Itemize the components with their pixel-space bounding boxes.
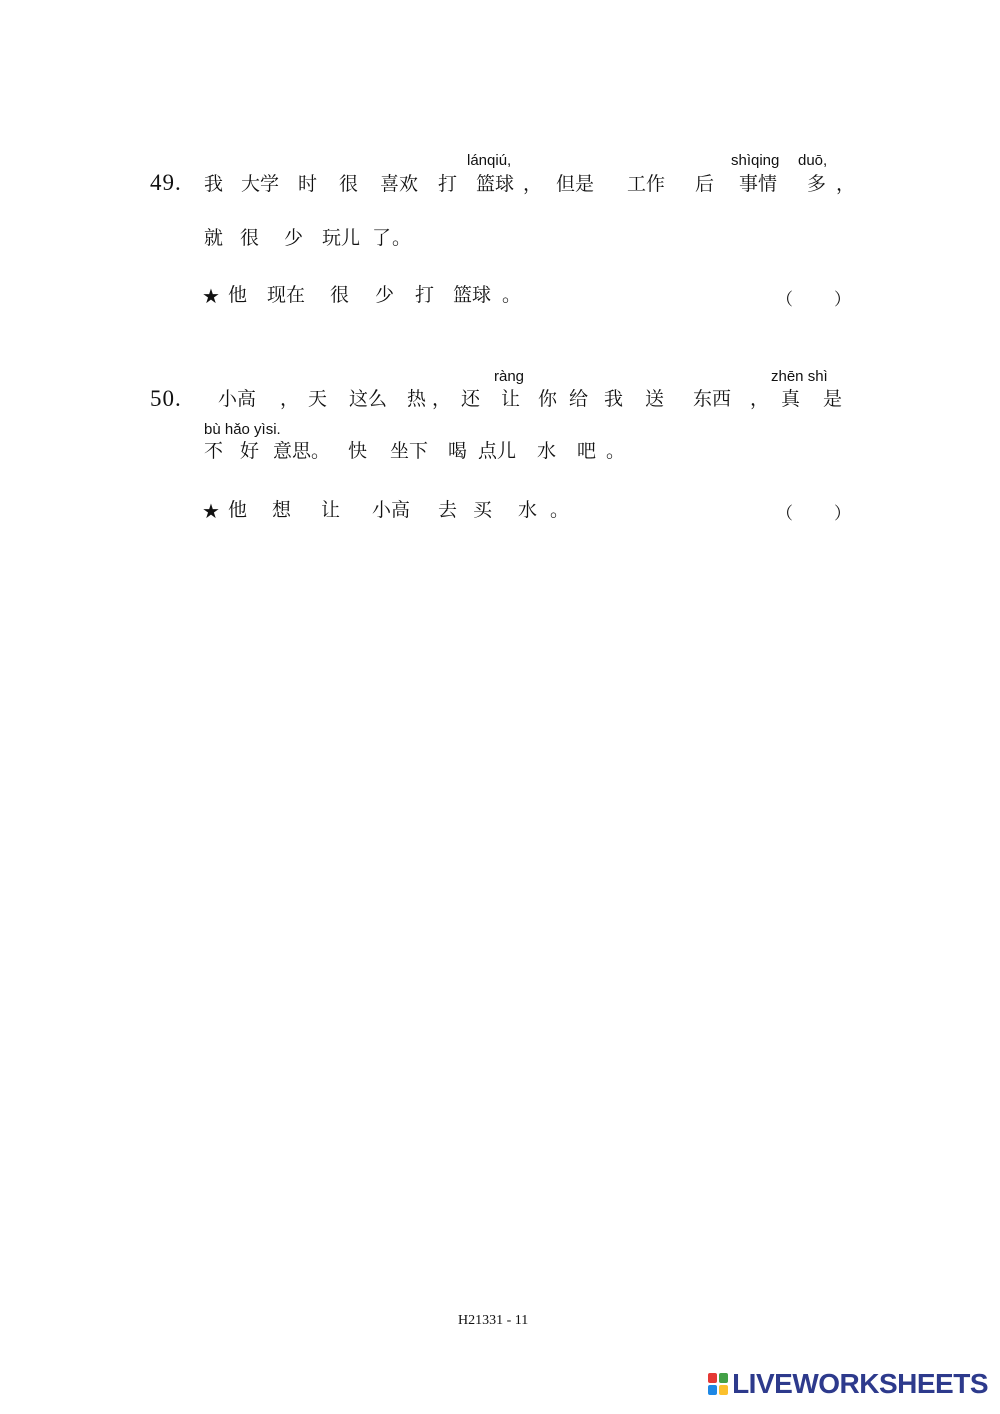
word: 想 <box>272 499 292 521</box>
logo-square-blue <box>708 1385 717 1395</box>
word: 了 <box>372 227 392 249</box>
liveworksheets-logo <box>708 1368 988 1400</box>
word: 大学 <box>241 173 280 195</box>
question-number-49: 49. <box>150 170 182 195</box>
word: 意思。 <box>273 440 331 462</box>
paren-close: ） <box>834 504 851 524</box>
pinyin-zhenshi: zhēn shì <box>771 368 828 385</box>
word: 真 <box>781 388 801 410</box>
word: 天 <box>308 388 328 410</box>
word: 很 <box>330 284 350 306</box>
star-icon: ★ <box>202 499 220 523</box>
word: 坐下 <box>390 440 429 462</box>
word: 就 <box>204 227 224 249</box>
logo-square-red <box>708 1373 717 1383</box>
word: 很 <box>240 227 260 249</box>
word: 事情 <box>739 173 778 195</box>
word: 时 <box>298 173 318 195</box>
word: 工作 <box>627 173 666 195</box>
word: 。 <box>502 284 522 306</box>
word: 我 <box>604 388 624 410</box>
word: 喜欢 <box>380 173 419 195</box>
word: 不 <box>204 440 224 462</box>
word: ， <box>523 173 543 195</box>
pinyin-lanqiu: lánqiú, <box>467 152 512 169</box>
paren-open: （ <box>776 290 793 310</box>
word: 给 <box>569 388 589 410</box>
logo-square-yellow <box>719 1385 728 1395</box>
pinyin-duo: duō, <box>798 152 828 169</box>
page-footer-code: H21331 - 11 <box>458 1313 529 1328</box>
word: 多 <box>807 173 827 195</box>
logo-text: LIVEWORKSHEETS <box>732 1368 988 1399</box>
word: ， <box>836 173 856 195</box>
word: 水 <box>518 499 538 521</box>
word: 后 <box>695 173 715 195</box>
word: 我 <box>204 173 224 195</box>
word: 打 <box>438 173 458 195</box>
word: 是 <box>823 388 843 410</box>
star-icon: ★ <box>202 284 220 308</box>
word: 但是 <box>556 173 595 195</box>
word: 现在 <box>267 284 306 306</box>
word: 快 <box>348 440 368 462</box>
word: 他 <box>228 284 248 306</box>
word: 。 <box>550 499 570 521</box>
word: 他 <box>228 499 248 521</box>
paren-open: （ <box>776 504 793 524</box>
word: ， <box>432 388 452 410</box>
pinyin-shiqing: shìqing <box>731 152 780 169</box>
word: 热 <box>407 388 427 410</box>
word: 篮球 <box>476 173 515 195</box>
word: 让 <box>321 499 341 521</box>
word: ， <box>280 388 300 410</box>
word: 还 <box>461 388 481 410</box>
word: 水 <box>537 440 557 462</box>
word: 玩儿 <box>322 227 361 249</box>
word: 少 <box>375 284 395 306</box>
word: 让 <box>501 388 521 410</box>
pinyin-buhaoyisi: bù hǎo yìsi. <box>204 421 281 438</box>
logo-icon <box>708 1373 728 1395</box>
word: 去 <box>438 499 458 521</box>
word: 送 <box>645 388 665 410</box>
word: 买 <box>473 499 493 521</box>
word: 东西 <box>693 388 732 410</box>
word: ， <box>750 388 770 410</box>
word: 喝 <box>448 440 468 462</box>
question-number-50: 50. <box>150 386 182 411</box>
word: 篮球 <box>453 284 492 306</box>
word: 。 <box>606 440 626 462</box>
word: 吧 <box>577 440 597 462</box>
paren-close: ） <box>834 290 851 310</box>
pinyin-rang: ràng <box>494 368 525 385</box>
word: 这么 <box>349 388 388 410</box>
word: 小高 <box>218 388 257 410</box>
logo-square-green <box>719 1373 728 1383</box>
word: 少 <box>284 227 304 249</box>
word: 你 <box>538 388 558 410</box>
word: 点儿 <box>478 440 517 462</box>
word: 很 <box>339 173 359 195</box>
word: 打 <box>415 284 435 306</box>
word: 。 <box>392 227 412 249</box>
word: 小高 <box>372 499 411 521</box>
word: 好 <box>240 440 260 462</box>
